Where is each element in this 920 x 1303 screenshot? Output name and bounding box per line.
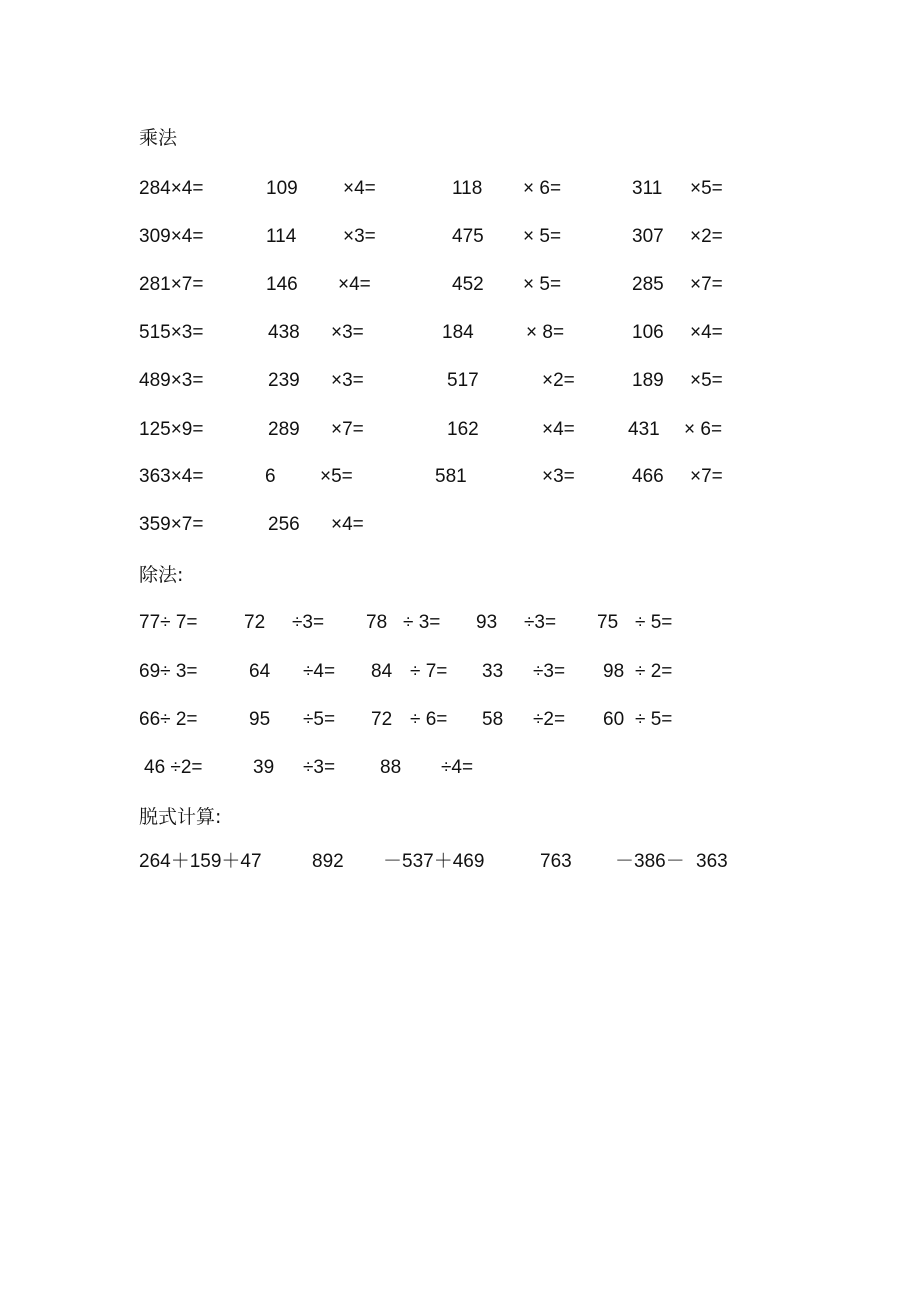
problem-cell: 46 ÷2= xyxy=(144,757,203,778)
problem-cell: 78 xyxy=(366,612,388,633)
problem-cell: 763 xyxy=(540,851,572,872)
problem-cell: 285 xyxy=(632,274,664,295)
problem-cell: 281×7= xyxy=(139,274,204,295)
multiplication-heading: 乘法 xyxy=(139,127,178,149)
division-row xyxy=(0,755,920,781)
problem-cell: ×5= xyxy=(690,178,723,199)
problem-cell: 75 xyxy=(597,612,619,633)
problem-cell: 106 xyxy=(632,322,664,343)
problem-cell: ÷5= xyxy=(303,709,336,730)
problem-cell: 256 xyxy=(268,514,300,535)
problem-cell: 311 xyxy=(632,178,663,199)
problem-cell: ÷ 2= xyxy=(635,661,673,682)
multiplication-row xyxy=(0,417,920,443)
problem-cell: 363×4= xyxy=(139,466,204,487)
multiplication-row xyxy=(0,272,920,298)
problem-cell: 72 xyxy=(244,612,266,633)
problem-cell: 118 xyxy=(452,178,483,199)
problem-cell: ×3= xyxy=(343,226,376,247)
problem-cell: ×5= xyxy=(690,370,723,391)
problem-cell: ×3= xyxy=(331,322,364,343)
division-heading: 除法: xyxy=(139,564,184,586)
problem-cell: 69÷ 3= xyxy=(139,661,198,682)
problem-cell: 892 xyxy=(312,851,344,872)
problem-cell: 77÷ 7= xyxy=(139,612,198,633)
problem-cell: 284×4= xyxy=(139,178,204,199)
problem-cell: 466 xyxy=(632,466,664,487)
problem-cell: 517 xyxy=(447,370,479,391)
problem-cell: ×7= xyxy=(690,274,723,295)
problem-cell: 93 xyxy=(476,612,498,633)
mixed-calculation-heading: 脱式计算: xyxy=(139,806,222,828)
problem-cell: 39 xyxy=(253,757,275,778)
problem-cell: 72 xyxy=(371,709,393,730)
problem-cell: ×2= xyxy=(542,370,575,391)
problem-cell: ×4= xyxy=(343,178,376,199)
problem-cell: 88 xyxy=(380,757,402,778)
mixed-calculation-row xyxy=(0,849,920,875)
problem-cell: 84 xyxy=(371,661,393,682)
problem-cell: 95 xyxy=(249,709,271,730)
multiplication-row xyxy=(0,224,920,250)
problem-cell: ×5= xyxy=(320,466,353,487)
problem-cell: －537＋469 xyxy=(383,851,485,872)
multiplication-row xyxy=(0,176,920,202)
problem-cell: ×7= xyxy=(690,466,723,487)
problem-cell: × 8= xyxy=(526,322,565,343)
problem-cell: ×4= xyxy=(331,514,364,535)
problem-cell: ÷ 5= xyxy=(635,612,673,633)
problem-cell: 33 xyxy=(482,661,504,682)
problem-cell: 98 xyxy=(603,661,625,682)
problem-cell: 6 xyxy=(265,466,276,487)
problem-cell: 184 xyxy=(442,322,474,343)
problem-cell: ÷3= xyxy=(292,612,325,633)
problem-cell: ÷ 5= xyxy=(635,709,673,730)
problem-cell: 58 xyxy=(482,709,504,730)
problem-cell: ×4= xyxy=(542,419,575,440)
multiplication-row xyxy=(0,464,920,490)
multiplication-row xyxy=(0,512,920,538)
problem-cell: ×4= xyxy=(338,274,371,295)
problem-cell: ÷3= xyxy=(303,757,336,778)
problem-cell: 438 xyxy=(268,322,300,343)
problem-cell: 515×3= xyxy=(139,322,204,343)
multiplication-row xyxy=(0,320,920,346)
problem-cell: ÷ 7= xyxy=(410,661,448,682)
multiplication-row xyxy=(0,368,920,394)
problem-cell: ÷3= xyxy=(533,661,566,682)
problem-cell: ÷ 6= xyxy=(410,709,448,730)
problem-cell: 309×4= xyxy=(139,226,204,247)
problem-cell: 452 xyxy=(452,274,484,295)
problem-cell: 489×3= xyxy=(139,370,204,391)
division-row xyxy=(0,707,920,733)
problem-cell: × 6= xyxy=(523,178,562,199)
problem-cell: －386－ xyxy=(615,851,685,872)
problem-cell: 60 xyxy=(603,709,625,730)
problem-cell: 66÷ 2= xyxy=(139,709,198,730)
problem-cell: 289 xyxy=(268,419,300,440)
problem-cell: × 6= xyxy=(684,419,723,440)
division-row xyxy=(0,610,920,636)
problem-cell: ×3= xyxy=(331,370,364,391)
problem-cell: 125×9= xyxy=(139,419,204,440)
problem-cell: 264＋159＋47 xyxy=(139,851,262,872)
problem-cell: 109 xyxy=(266,178,298,199)
division-row xyxy=(0,659,920,685)
problem-cell: ÷4= xyxy=(303,661,336,682)
problem-cell: ×7= xyxy=(331,419,364,440)
problem-cell: ÷4= xyxy=(441,757,474,778)
problem-cell: ÷3= xyxy=(524,612,557,633)
problem-cell: 162 xyxy=(447,419,479,440)
problem-cell: 64 xyxy=(249,661,271,682)
problem-cell: 307 xyxy=(632,226,664,247)
problem-cell: ÷ 3= xyxy=(403,612,441,633)
problem-cell: ×4= xyxy=(690,322,723,343)
problem-cell: 475 xyxy=(452,226,484,247)
problem-cell: 189 xyxy=(632,370,664,391)
problem-cell: 581 xyxy=(435,466,467,487)
problem-cell: ×3= xyxy=(542,466,575,487)
problem-cell: 363 xyxy=(696,851,728,872)
problem-cell: × 5= xyxy=(523,274,562,295)
problem-cell: ×2= xyxy=(690,226,723,247)
problem-cell: × 5= xyxy=(523,226,562,247)
problem-cell: 146 xyxy=(266,274,298,295)
problem-cell: 114 xyxy=(266,226,297,247)
problem-cell: 239 xyxy=(268,370,300,391)
problem-cell: ÷2= xyxy=(533,709,566,730)
problem-cell: 359×7= xyxy=(139,514,204,535)
problem-cell: 431 xyxy=(628,419,660,440)
